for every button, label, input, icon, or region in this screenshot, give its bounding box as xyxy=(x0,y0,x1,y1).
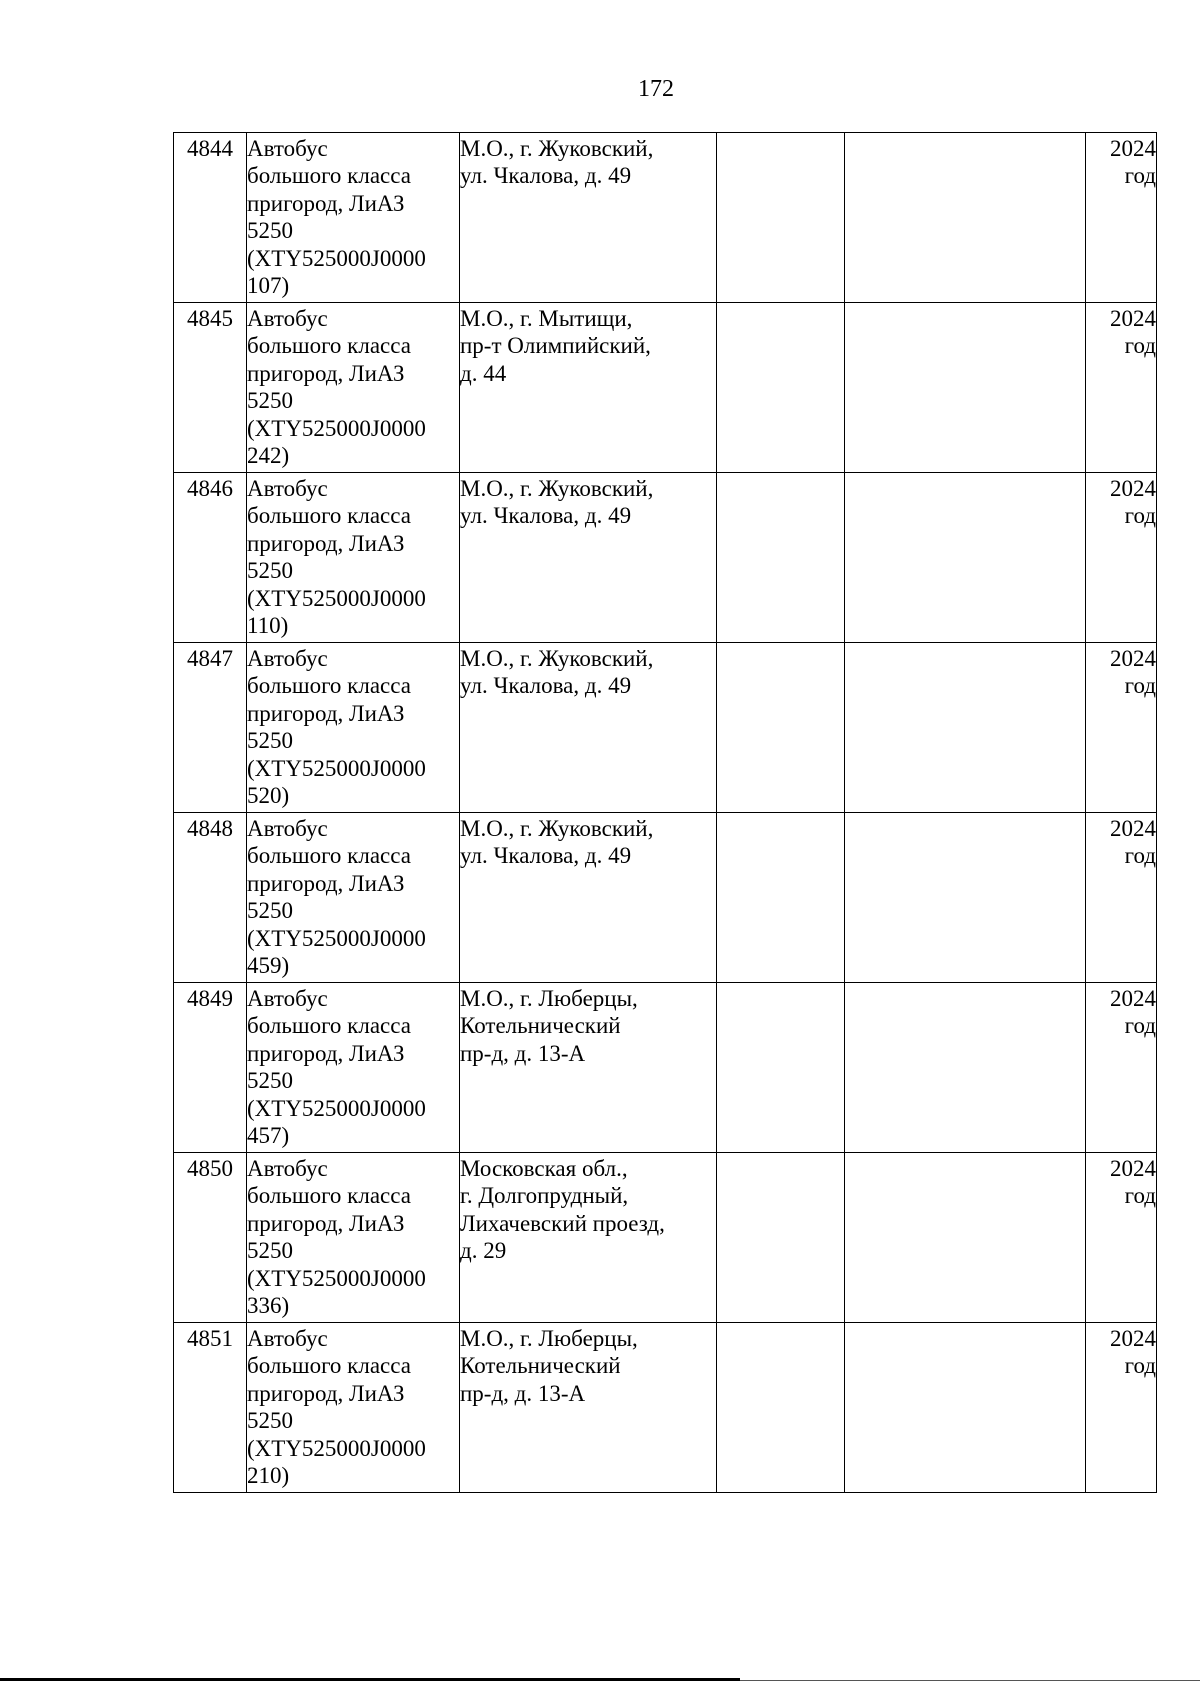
vehicle-description-line: 5250 xyxy=(247,728,293,754)
address-line: ул. Чкалова, д. 49 xyxy=(460,843,632,869)
vehicle-description xyxy=(247,813,460,983)
address xyxy=(460,1153,717,1323)
address-line: М.О., г. Мытищи, xyxy=(460,306,633,331)
address xyxy=(460,983,717,1153)
vehicle-description-line: пригород, ЛиАЗ xyxy=(247,1210,405,1236)
vehicle-description-line: 5250 xyxy=(247,1068,293,1094)
table-row xyxy=(174,983,1157,1153)
page-number: 172 xyxy=(638,76,674,102)
table-body xyxy=(174,133,1157,1493)
vehicle-description-line: 210) xyxy=(247,1463,290,1489)
vehicle-description xyxy=(247,1323,460,1493)
address-line: М.О., г. Жуковский, xyxy=(460,136,654,161)
year-line: 2024 xyxy=(1110,646,1156,671)
empty-cell-col4 xyxy=(717,473,845,643)
vehicle-description-line: большого класса xyxy=(247,503,411,529)
address-line: ул. Чкалова, д. 49 xyxy=(460,163,632,189)
address-line: г. Долгопрудный, xyxy=(460,1183,629,1209)
year-line: 2024 xyxy=(1110,816,1156,841)
empty-cell-col5 xyxy=(845,1153,1086,1323)
vehicle-description-line: большого класса xyxy=(247,1353,411,1379)
vehicle-description-line: 110) xyxy=(247,613,289,639)
vehicle-description xyxy=(247,133,460,303)
vehicle-description-line: 459) xyxy=(247,953,290,979)
vehicle-description-line: Автобус xyxy=(247,136,328,161)
empty-cell-col5 xyxy=(845,1323,1086,1493)
year-line: год xyxy=(1124,1013,1156,1039)
vehicle-description-line: пригород, ЛиАЗ xyxy=(247,700,405,726)
table-row xyxy=(174,303,1157,473)
vehicle-description-line: пригород, ЛиАЗ xyxy=(247,870,405,896)
vehicle-description-line: Автобус xyxy=(247,1156,328,1181)
address-line: М.О., г. Жуковский, xyxy=(460,646,654,671)
table-row xyxy=(174,133,1157,303)
year-line: год xyxy=(1124,673,1156,699)
vehicle-description-line: пригород, ЛиАЗ xyxy=(247,360,405,386)
vehicle-description-line: Автобус xyxy=(247,1326,328,1351)
year-line: 2024 xyxy=(1110,986,1156,1011)
vehicle-description-line: пригород, ЛиАЗ xyxy=(247,190,405,216)
address-line: Котельнический xyxy=(460,1013,621,1039)
year xyxy=(1086,813,1157,983)
empty-cell-col4 xyxy=(717,813,845,983)
vehicle-description-line: (XTY525000J0000 xyxy=(247,1265,426,1291)
address-line: Московская обл., xyxy=(460,1156,628,1181)
year-line: год xyxy=(1124,163,1156,189)
empty-cell-col5 xyxy=(845,303,1086,473)
year xyxy=(1086,1153,1157,1323)
year-line: 2024 xyxy=(1110,476,1156,501)
row-number: 4844 xyxy=(174,133,247,303)
vehicle-description-line: большого класса xyxy=(247,843,411,869)
vehicle-description-line: Автобус xyxy=(247,816,328,841)
vehicle-description-line: пригород, ЛиАЗ xyxy=(247,530,405,556)
vehicle-description-line: большого класса xyxy=(247,333,411,359)
year-line: год xyxy=(1124,333,1156,359)
year-line: год xyxy=(1124,843,1156,869)
address-line: пр-д, д. 13-А xyxy=(460,1040,586,1066)
address-line: М.О., г. Люберцы, xyxy=(460,986,638,1011)
scan-edge-line xyxy=(0,1678,740,1681)
row-number: 4851 xyxy=(174,1323,247,1493)
vehicle-description xyxy=(247,1153,460,1323)
vehicle-description-line: 457) xyxy=(247,1123,290,1149)
table-row xyxy=(174,813,1157,983)
year-line: год xyxy=(1124,1353,1156,1379)
vehicle-description-line: 336) xyxy=(247,1293,290,1319)
vehicle-description-line: Автобус xyxy=(247,646,328,671)
address-line: пр-т Олимпийский, xyxy=(460,333,651,359)
vehicle-description-line: Автобус xyxy=(247,986,328,1011)
address-line: ул. Чкалова, д. 49 xyxy=(460,673,632,699)
vehicle-description-line: (XTY525000J0000 xyxy=(247,755,426,781)
vehicle-description-line: пригород, ЛиАЗ xyxy=(247,1380,405,1406)
empty-cell-col4 xyxy=(717,1323,845,1493)
scan-edge-line-thin xyxy=(740,1680,1200,1681)
address-line: М.О., г. Жуковский, xyxy=(460,816,654,841)
year-line: 2024 xyxy=(1110,1156,1156,1181)
row-number: 4850 xyxy=(174,1153,247,1323)
vehicle-description-line: пригород, ЛиАЗ xyxy=(247,1040,405,1066)
address-line: д. 44 xyxy=(460,360,507,386)
registry-table xyxy=(173,132,1157,1493)
vehicle-description xyxy=(247,473,460,643)
vehicle-description-line: (XTY525000J0000 xyxy=(247,925,426,951)
empty-cell-col4 xyxy=(717,133,845,303)
vehicle-description-line: 5250 xyxy=(247,1238,293,1264)
address-line: ул. Чкалова, д. 49 xyxy=(460,503,632,529)
year-line: год xyxy=(1124,1183,1156,1209)
year xyxy=(1086,303,1157,473)
address-line: М.О., г. Жуковский, xyxy=(460,476,654,501)
vehicle-description-line: большого класса xyxy=(247,1013,411,1039)
year xyxy=(1086,983,1157,1153)
vehicle-description xyxy=(247,303,460,473)
table-row xyxy=(174,473,1157,643)
vehicle-description-line: 5250 xyxy=(247,218,293,244)
address xyxy=(460,473,717,643)
vehicle-description-line: 242) xyxy=(247,443,290,469)
year-line: год xyxy=(1124,503,1156,529)
year xyxy=(1086,1323,1157,1493)
vehicle-description-line: Автобус xyxy=(247,476,328,501)
vehicle-description-line: большого класса xyxy=(247,673,411,699)
year-line: 2024 xyxy=(1110,1326,1156,1351)
row-number: 4847 xyxy=(174,643,247,813)
empty-cell-col5 xyxy=(845,643,1086,813)
vehicle-description-line: 107) xyxy=(247,273,290,299)
year xyxy=(1086,473,1157,643)
vehicle-description-line: 5250 xyxy=(247,1408,293,1434)
address xyxy=(460,1323,717,1493)
vehicle-description-line: 5250 xyxy=(247,898,293,924)
vehicle-description-line: 5250 xyxy=(247,388,293,414)
vehicle-description-line: (XTY525000J0000 xyxy=(247,415,426,441)
vehicle-description xyxy=(247,643,460,813)
vehicle-description-line: 520) xyxy=(247,783,290,809)
row-number: 4849 xyxy=(174,983,247,1153)
row-number: 4848 xyxy=(174,813,247,983)
empty-cell-col4 xyxy=(717,983,845,1153)
address xyxy=(460,813,717,983)
vehicle-description-line: большого класса xyxy=(247,163,411,189)
address-line: М.О., г. Люберцы, xyxy=(460,1326,638,1351)
empty-cell-col4 xyxy=(717,1153,845,1323)
address-line: пр-д, д. 13-А xyxy=(460,1380,586,1406)
vehicle-description-line: 5250 xyxy=(247,558,293,584)
address-line: Котельнический xyxy=(460,1353,621,1379)
table-row xyxy=(174,1153,1157,1323)
vehicle-description-line: Автобус xyxy=(247,306,328,331)
address xyxy=(460,643,717,813)
address xyxy=(460,303,717,473)
year xyxy=(1086,133,1157,303)
empty-cell-col5 xyxy=(845,983,1086,1153)
address-line: Лихачевский проезд, xyxy=(460,1210,665,1236)
vehicle-description-line: большого класса xyxy=(247,1183,411,1209)
table-row xyxy=(174,643,1157,813)
address-line: д. 29 xyxy=(460,1238,507,1264)
empty-cell-col5 xyxy=(845,813,1086,983)
year xyxy=(1086,643,1157,813)
empty-cell-col4 xyxy=(717,643,845,813)
row-number: 4845 xyxy=(174,303,247,473)
row-number: 4846 xyxy=(174,473,247,643)
address xyxy=(460,133,717,303)
year-line: 2024 xyxy=(1110,306,1156,331)
vehicle-description-line: (XTY525000J0000 xyxy=(247,245,426,271)
table-row xyxy=(174,1323,1157,1493)
vehicle-description-line: (XTY525000J0000 xyxy=(247,1435,426,1461)
vehicle-description-line: (XTY525000J0000 xyxy=(247,1095,426,1121)
empty-cell-col4 xyxy=(717,303,845,473)
year-line: 2024 xyxy=(1110,136,1156,161)
vehicle-description xyxy=(247,983,460,1153)
empty-cell-col5 xyxy=(845,473,1086,643)
empty-cell-col5 xyxy=(845,133,1086,303)
vehicle-description-line: (XTY525000J0000 xyxy=(247,585,426,611)
